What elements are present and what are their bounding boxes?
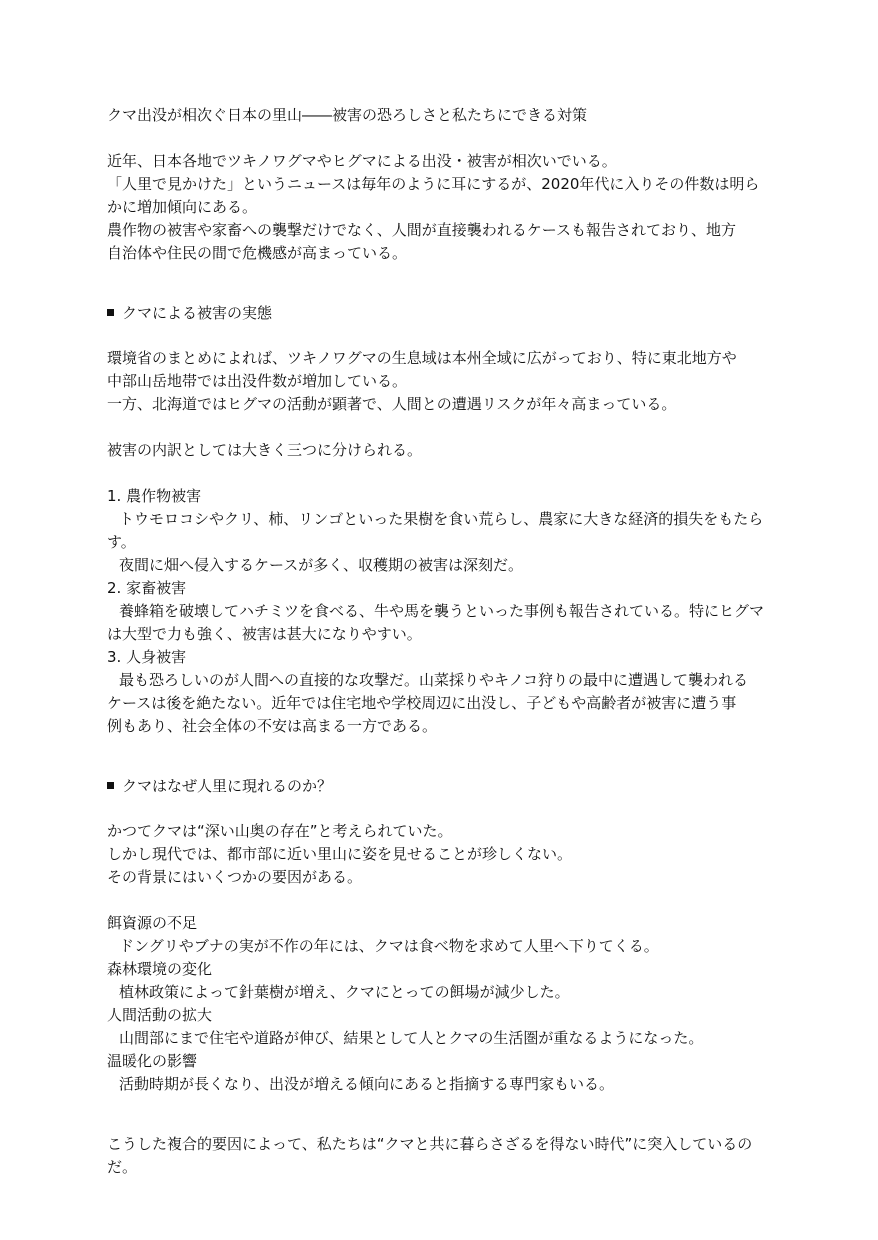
section-heading xyxy=(107,302,272,324)
list-item-text: す。 xyxy=(107,533,136,551)
intro-line: かに増加傾向にある。 xyxy=(107,198,258,216)
cause-label: 餌資源の不足 xyxy=(107,914,198,932)
list-item-text: は大型で力も強く、被害は甚大になりやすい。 xyxy=(107,625,422,643)
intro-line: 「人里で見かけた」というニュースは毎年のように耳にするが、2020年代に入りその件数は明ら xyxy=(107,175,760,193)
cause-text: 山間部にまで住宅や道路が伸び、結果として人とクマの生活圏が重なるようになった。 xyxy=(119,1029,704,1047)
list-item-label: 1. 農作物被害 xyxy=(107,487,202,505)
cause-label: 人間活動の拡大 xyxy=(107,1006,213,1024)
cause-label: 森林環境の変化 xyxy=(107,960,213,978)
intro-line: 農作物の被害や家畜への襲撃だけでなく、人間が直接襲われるケースも報告されており、地方 xyxy=(107,221,736,239)
cause-text: 植林政策によって針葉樹が増え、クマにとっての餌場が減少した。 xyxy=(119,983,570,1001)
list-item-text: トウモロコシやクリ、柿、リンゴといった果樹を食い荒らし、農家に大きな経済的損失をもたら xyxy=(119,510,764,528)
paragraph-line: 中部山岳地帯では出没件数が増加している。 xyxy=(107,372,408,390)
list-item-label: 3. 人身被害 xyxy=(107,648,187,666)
list-item-label: 2. 家畜被害 xyxy=(107,579,187,597)
list-item-text: 養蜂箱を破壊してハチミツを食べる、牛や馬を襲うといった事例も報告されている。特にヒグマ xyxy=(119,602,765,620)
intro-line: 近年、日本各地でツキノワグマやヒグマによる出没・被害が相次いでいる。 xyxy=(107,152,617,170)
list-item-text: 最も恐ろしいのが人間への直接的な攻撃だ。山菜採りやキノコ狩りの最中に遭遇して襲われる xyxy=(119,671,748,689)
cause-label: 温暖化の影響 xyxy=(107,1052,198,1070)
section-heading-text: クマはなぜ人里に現れるのか？ xyxy=(122,777,333,795)
paragraph-line: 環境省のまとめによれば、ツキノワグマの生息域は本州全域に広がっており、特に東北地方や xyxy=(107,349,737,367)
paragraph-line: かつてクマは“深い山奥の存在”と考えられていた。 xyxy=(107,822,453,840)
cause-text: 活動時期が長くなり、出没が増える傾向にあると指摘する専門家もいる。 xyxy=(119,1075,615,1093)
paragraph-line: しかし現代では、都市部に近い里山に姿を見せることが珍しくない。 xyxy=(107,845,573,863)
cause-text: ドングリやブナの実が不作の年には、クマは食べ物を求めて人里へ下りてくる。 xyxy=(119,937,659,955)
section-heading-text: クマによる被害の実態 xyxy=(122,304,273,322)
list-item-text: ケースは後を絶たない。近年では住宅地や学校周辺に出没し、子どもや高齢者が被害に遭う事 xyxy=(107,694,737,712)
list-item-text: 夜間に畑へ侵入するケースが多く、収穫期の被害は深刻だ。 xyxy=(119,556,523,574)
paragraph-line: その背景にはいくつかの要因がある。 xyxy=(107,868,363,886)
intro-line: 自治体や住民の間で危機感が高まっている。 xyxy=(107,244,408,262)
square-bullet-icon xyxy=(107,309,114,316)
document-title: クマ出没が相次ぐ日本の里山――被害の恐ろしさと私たちにできる対策 xyxy=(107,106,588,124)
conclusion-line: こうした複合的要因によって、私たちは“クマと共に暮らさざるを得ない時代”に突入しているの xyxy=(107,1135,753,1153)
list-item-text: 例もあり、社会全体の不安は高まる一方である。 xyxy=(107,717,438,735)
section-heading xyxy=(107,775,332,797)
paragraph-line: 被害の内訳としては大きく三つに分けられる。 xyxy=(107,441,423,459)
paragraph-line: 一方、北海道ではヒグマの活動が顕著で、人間との遭遇リスクが年々高まっている。 xyxy=(107,395,677,413)
square-bullet-icon xyxy=(107,782,114,789)
conclusion-line: だ。 xyxy=(107,1158,138,1176)
